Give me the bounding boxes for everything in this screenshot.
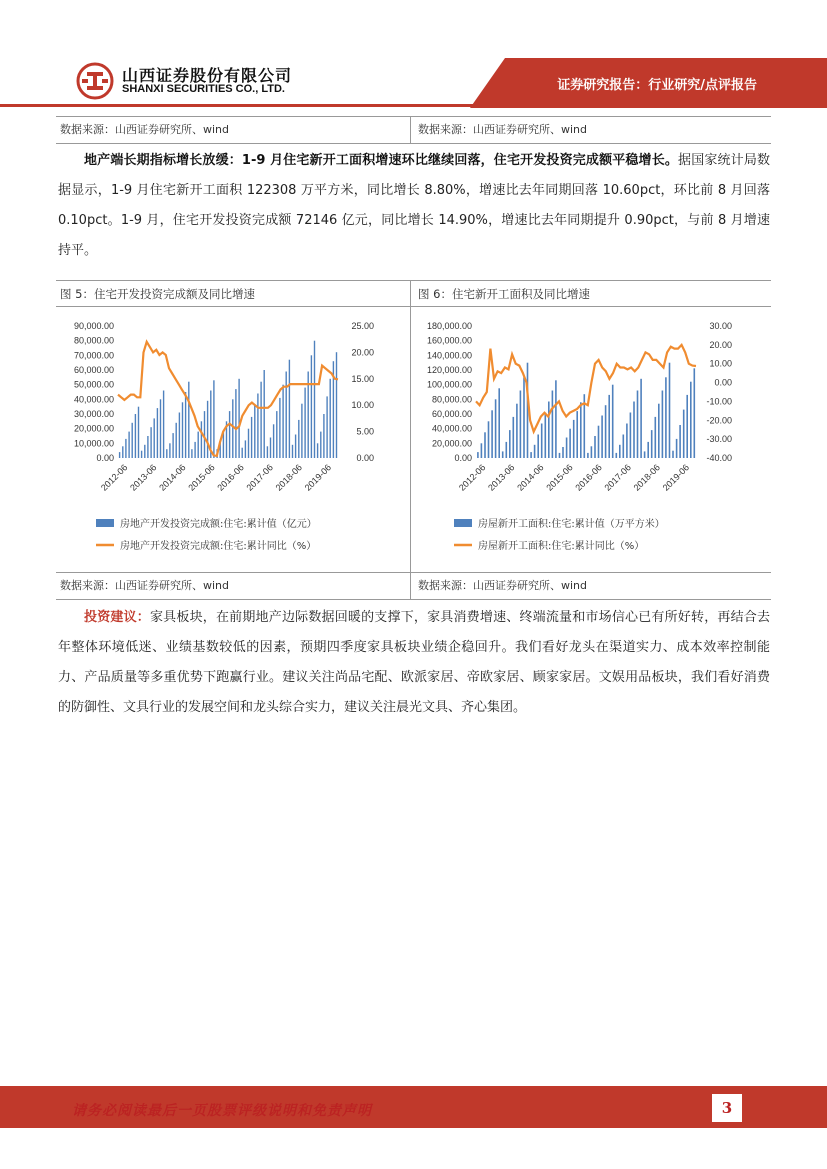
x-axis-tick-label: 2012-06	[456, 462, 488, 493]
right-axis-tick-label: -20.00	[706, 415, 732, 426]
data-bar	[286, 372, 287, 459]
left-axis-tick-label: 80,000.00	[73, 335, 114, 346]
data-bar	[292, 445, 293, 458]
section-lead: 投资建议：	[84, 610, 150, 625]
data-bar	[235, 389, 236, 458]
data-bar	[513, 417, 515, 458]
data-bar	[509, 430, 511, 458]
data-bar	[191, 449, 192, 458]
left-axis-tick-label: 40,000.00	[73, 394, 114, 405]
data-bar	[169, 443, 170, 458]
section-body: 据国家统计局数据显示，1-9 月住宅新开工面积 122308 万平方米，同比增长 8.80%，增速比去年同期回落 10.60pct，环比前 8 月回落 0.10pct。1-9 月，住宅开发投资完成额 72146 亿元，同比增长 14.90%，增速比去年同期提升 0.90pct，与前 8 月增速持平。	[58, 153, 770, 258]
left-axis-tick-label: 0.00	[96, 453, 114, 463]
left-axis-tick-label: 90,000.00	[73, 321, 114, 331]
left-axis-tick-label: 160,000.00	[426, 335, 472, 346]
data-bar	[326, 396, 327, 458]
bottom-source-row	[56, 573, 771, 599]
data-bar	[304, 388, 305, 458]
data-bar	[488, 421, 490, 458]
legend-label-bars: 房屋新开工面积:住宅:累计值（万平方米）	[478, 519, 665, 530]
data-bar	[323, 414, 324, 458]
data-bar	[298, 420, 299, 458]
x-axis-tick-label: 2018-06	[273, 462, 305, 493]
data-bar	[534, 445, 536, 458]
top-source-row	[56, 117, 771, 143]
data-bar	[605, 405, 607, 458]
data-bar	[166, 449, 167, 458]
data-bar	[150, 427, 151, 458]
left-axis-tick-label: 30,000.00	[73, 409, 114, 419]
report-type-banner: 证券研究报告：行业研究/点评报告	[557, 78, 757, 93]
data-bar	[311, 355, 312, 458]
figure-5-source: 数据来源：山西证券研究所、wind	[60, 579, 230, 592]
data-bar	[655, 417, 657, 458]
data-bar	[683, 410, 685, 458]
data-bar	[637, 391, 639, 459]
left-axis-tick-label: 120,000.00	[426, 365, 472, 375]
data-bar	[580, 402, 582, 458]
divider	[56, 143, 771, 144]
data-bar	[128, 432, 129, 458]
data-bar	[260, 382, 261, 458]
data-bar	[267, 446, 268, 458]
data-bar	[498, 388, 500, 458]
data-bar	[160, 399, 161, 458]
data-bar	[119, 452, 120, 458]
data-bar	[270, 438, 271, 459]
x-axis-tick-label: 2019-06	[660, 462, 692, 493]
left-axis-tick-label: 60,000.00	[73, 365, 114, 375]
data-bar	[598, 426, 600, 458]
data-bar	[122, 446, 123, 458]
right-axis-tick-label: -10.00	[706, 396, 732, 407]
x-axis-tick-label: 2016-06	[215, 462, 246, 493]
data-bar	[541, 424, 543, 459]
data-bar	[279, 398, 280, 458]
left-axis-tick-label: 80,000.00	[431, 394, 472, 405]
data-bar	[163, 391, 164, 459]
data-bar	[229, 411, 230, 458]
data-bar	[669, 363, 671, 458]
figure-5-chart	[56, 308, 408, 570]
data-bar	[626, 424, 628, 459]
data-bar	[612, 385, 614, 458]
data-bar	[135, 414, 136, 458]
data-bar	[176, 423, 177, 458]
data-bar	[194, 442, 195, 458]
divider	[56, 280, 771, 281]
right-axis-tick-label: 25.00	[351, 321, 374, 331]
data-bar	[665, 377, 667, 458]
data-bar	[619, 445, 621, 458]
divider	[410, 116, 411, 143]
data-bar	[491, 410, 493, 458]
left-axis-tick-label: 60,000.00	[431, 409, 472, 419]
data-bar	[552, 391, 554, 459]
data-bar	[616, 453, 618, 458]
section-housing-indicators	[58, 146, 770, 266]
source-left: 数据来源：山西证券研究所、wind	[60, 123, 230, 136]
data-bar	[289, 360, 290, 458]
left-axis-tick-label: 100,000.00	[426, 379, 472, 390]
company-logo-icon	[76, 62, 114, 100]
left-axis-tick-label: 140,000.00	[426, 350, 472, 361]
left-axis-tick-label: 20,000.00	[431, 438, 472, 449]
data-bar	[125, 439, 126, 458]
data-bar	[545, 413, 547, 459]
data-bar	[330, 379, 331, 458]
data-bar	[251, 417, 252, 458]
right-axis-tick-label: 10.00	[351, 400, 374, 411]
data-bar	[295, 435, 296, 459]
right-axis-tick-label: 30.00	[709, 321, 732, 331]
left-axis-tick-label: 20,000.00	[73, 423, 114, 434]
legend-label-line: 房屋新开工面积:住宅:累计同比（%）	[478, 541, 645, 552]
data-bar	[608, 395, 610, 458]
data-bar	[157, 408, 158, 458]
data-bar	[248, 429, 249, 458]
data-bar	[132, 423, 133, 458]
data-bar	[562, 447, 564, 458]
data-bar	[569, 429, 571, 458]
x-axis-tick-label: 2013-06	[128, 462, 159, 493]
data-bar	[662, 391, 664, 459]
data-bar	[179, 413, 180, 459]
right-axis-tick-label: 0.00	[714, 377, 732, 388]
x-axis-tick-label: 2014-06	[515, 462, 546, 493]
right-axis-tick-label: 0.00	[356, 453, 374, 463]
data-bar	[182, 402, 183, 458]
data-bar	[484, 432, 486, 458]
data-bar	[651, 430, 653, 458]
data-bar	[573, 420, 575, 458]
data-bar	[282, 385, 283, 458]
data-bar	[254, 405, 255, 458]
data-bar	[147, 436, 148, 458]
x-axis-tick-label: 2015-06	[186, 462, 217, 493]
data-bar	[314, 341, 315, 458]
data-bar	[301, 404, 302, 458]
right-axis-tick-label: 20.00	[709, 339, 732, 350]
data-bar	[591, 446, 593, 458]
x-axis-tick-label: 2019-06	[302, 462, 334, 493]
x-axis-tick-label: 2015-06	[544, 462, 575, 493]
data-bar	[245, 440, 246, 458]
right-axis-tick-label: -40.00	[706, 453, 732, 463]
data-bar	[530, 452, 532, 458]
data-bar	[679, 425, 681, 458]
data-bar	[242, 448, 243, 458]
data-bar	[481, 443, 483, 458]
data-bar	[686, 395, 688, 458]
right-axis-tick-label: 5.00	[356, 426, 374, 437]
data-bar	[317, 443, 318, 458]
figure-6-title: 图 6：住宅新开工面积及同比增速	[418, 287, 590, 301]
figure-5-title: 图 5：住宅开发投资完成额及同比增速	[60, 287, 255, 301]
data-bar	[672, 451, 674, 458]
data-bar	[264, 370, 265, 458]
data-bar	[537, 435, 539, 459]
left-axis-tick-label: 10,000.00	[73, 438, 114, 449]
page-number: 3	[712, 1094, 742, 1122]
legend-label-bars: 房地产开发投资完成额:住宅:累计值（亿元）	[120, 519, 317, 530]
data-bar	[232, 399, 233, 458]
divider	[410, 280, 411, 600]
left-axis-tick-label: 180,000.00	[426, 321, 472, 331]
section-investment-advice	[58, 603, 770, 723]
right-axis-tick-label: 20.00	[351, 347, 374, 358]
legend-swatch-bars	[454, 519, 472, 527]
x-axis-tick-label: 2017-06	[244, 462, 275, 493]
left-axis-tick-label: 40,000.00	[431, 423, 472, 434]
data-bar	[587, 453, 589, 458]
right-axis-tick-label: 15.00	[351, 373, 374, 384]
data-bar	[520, 391, 522, 459]
data-bar	[207, 401, 208, 458]
x-axis-tick-label: 2013-06	[486, 462, 517, 493]
data-bar	[647, 442, 649, 458]
legend-swatch-bars	[96, 519, 114, 527]
data-bar	[276, 411, 277, 458]
data-bar	[273, 424, 274, 458]
x-axis-tick-label: 2012-06	[98, 462, 130, 493]
x-axis-tick-label: 2017-06	[602, 462, 633, 493]
data-bar	[644, 451, 646, 458]
data-bar	[640, 379, 642, 458]
data-bar	[477, 452, 479, 458]
data-bar	[172, 433, 173, 458]
data-bar	[676, 439, 678, 458]
x-axis-tick-label: 2016-06	[573, 462, 604, 493]
left-axis-tick-label: 50,000.00	[73, 379, 114, 390]
data-bar	[238, 379, 239, 458]
legend-label-line: 房地产开发投资完成额:住宅:累计同比（%）	[120, 541, 317, 552]
data-bar	[566, 438, 568, 459]
footer-disclaimer: 请务必阅读最后一页股票评级说明和免责声明	[72, 1103, 372, 1119]
data-bar	[141, 451, 142, 458]
company-name-cn: 山西证券股份有限公司	[122, 66, 293, 85]
data-bar	[213, 380, 214, 458]
section-body: 家具板块，在前期地产边际数据回暖的支撑下，家具消费增速、终端流量和市场信心已有所好转，再结合去年整体环境低迷、业绩基数较低的因素，预期四季度家具板块业绩企稳回升。我们看好龙头在渠道实力、成本效率控制能力、产品质量等多重优势下跑赢行业。建议关注尚品宅配、欧派家居、帝欧家居、顾家家居。文娱用品板块，我们看好消费的防御性、文具行业的发展空间和龙头综合实力，建议关注晨光文具、齐心集团。	[58, 610, 770, 715]
data-bar	[694, 368, 696, 458]
data-bar	[523, 377, 525, 458]
source-right: 数据来源：山西证券研究所、wind	[418, 123, 588, 136]
left-axis-tick-label: 0.00	[454, 453, 472, 463]
data-bar	[633, 402, 635, 459]
company-name-en: SHANXI SECURITIES CO., LTD.	[122, 83, 285, 95]
section-lead: 地产端长期指标增长放缓：1-9 月住宅新开工面积增速环比继续回落，住宅开发投资完成额平稳增长。	[84, 153, 679, 168]
figure-6-chart	[414, 308, 766, 570]
data-bar	[138, 407, 139, 458]
data-bar	[555, 380, 557, 458]
data-bar	[630, 413, 632, 459]
data-bar	[506, 442, 508, 458]
data-bar	[201, 421, 202, 458]
data-bar	[690, 382, 692, 458]
data-bar	[320, 432, 321, 458]
data-bar	[623, 435, 625, 459]
data-bar	[502, 451, 504, 458]
left-axis-tick-label: 70,000.00	[73, 350, 114, 361]
data-bar	[154, 418, 155, 458]
data-bar	[144, 445, 145, 458]
data-bar	[188, 382, 189, 458]
data-bar	[198, 432, 199, 458]
divider	[56, 306, 771, 307]
data-bar	[559, 453, 561, 458]
data-bar	[495, 399, 497, 458]
data-bar	[658, 404, 660, 458]
x-axis-tick-label: 2014-06	[157, 462, 188, 493]
data-bar	[594, 436, 596, 458]
data-bar	[257, 394, 258, 459]
divider	[56, 599, 771, 600]
data-bar	[185, 392, 186, 458]
data-bar	[601, 416, 603, 459]
page-header	[0, 0, 827, 108]
x-axis-tick-label: 2018-06	[631, 462, 663, 493]
data-bar	[516, 404, 518, 458]
right-axis-tick-label: 10.00	[709, 358, 732, 369]
data-bar	[576, 411, 578, 458]
data-bar	[204, 411, 205, 458]
data-bar	[548, 402, 550, 459]
right-axis-tick-label: -30.00	[706, 434, 732, 445]
figure-6-source: 数据来源：山西证券研究所、wind	[418, 579, 588, 592]
data-bar	[336, 352, 337, 458]
